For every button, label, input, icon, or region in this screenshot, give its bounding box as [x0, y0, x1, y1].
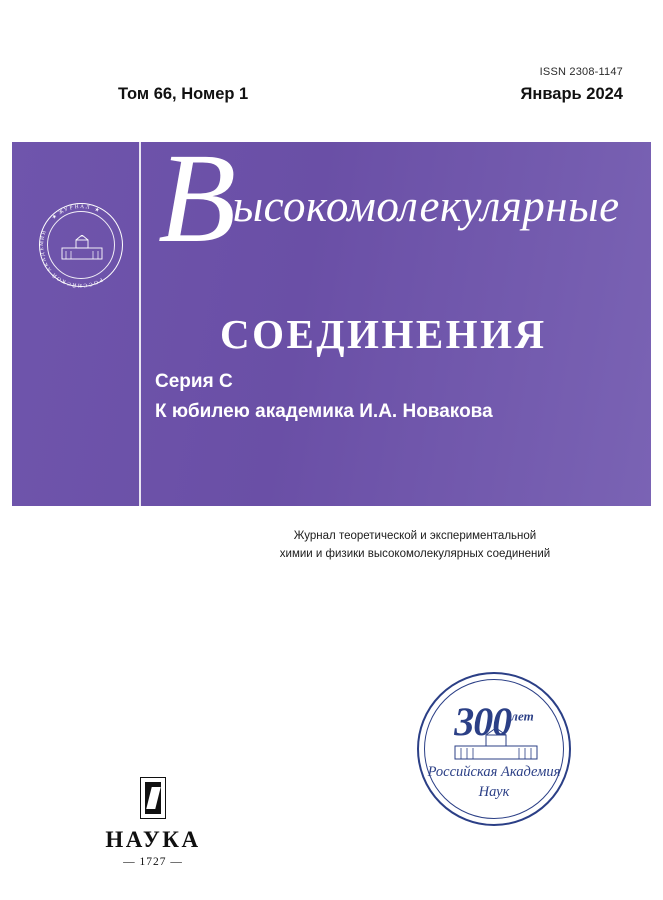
- publisher-founded-year: — 1727 —: [123, 856, 183, 868]
- publisher-name: НАУКА: [105, 827, 201, 852]
- issue-date-label: Январь 2024: [520, 85, 623, 103]
- emblem-building-icon: [453, 728, 539, 762]
- volume-issue-label: Том 66, Номер 1: [118, 85, 249, 103]
- nauka-mark-icon: [140, 777, 166, 819]
- journal-seal-icon: [39, 203, 123, 287]
- title-rest: ысокомолекулярные: [232, 181, 620, 231]
- seal-ring-text: ★ Ж У Р Н А Л ★ Р О С С И Й С К О Й А К А Д Е М И И: [38, 203, 104, 289]
- journal-title-line2: СОЕДИНЕНИЯ: [220, 311, 547, 357]
- journal-title-line1: [158, 127, 628, 269]
- band-vertical-rule: [139, 142, 141, 506]
- emblem-number-value: 300: [454, 699, 512, 744]
- issue-subtitle: К юбилею академика И.А. Новакова: [155, 401, 493, 422]
- journal-series-label: Серия C: [155, 371, 233, 392]
- journal-descriptor: [205, 528, 625, 564]
- descriptor-line-2: химии и физики высокомолекулярных соединений: [279, 547, 551, 560]
- emblem-years-word: лет: [511, 708, 534, 724]
- emblem-line-2: Наук: [478, 784, 510, 800]
- anniversary-emblem-icon: [417, 672, 571, 826]
- journal-title: [158, 127, 628, 269]
- issn-label: ISSN 2308-1147: [539, 66, 623, 78]
- publisher-logo: [93, 777, 213, 868]
- title-drop-cap: В: [158, 127, 237, 269]
- emblem-line-1: Российская Академия: [427, 764, 561, 780]
- descriptor-line-1: Журнал теоретической и экспериментальной: [293, 530, 537, 542]
